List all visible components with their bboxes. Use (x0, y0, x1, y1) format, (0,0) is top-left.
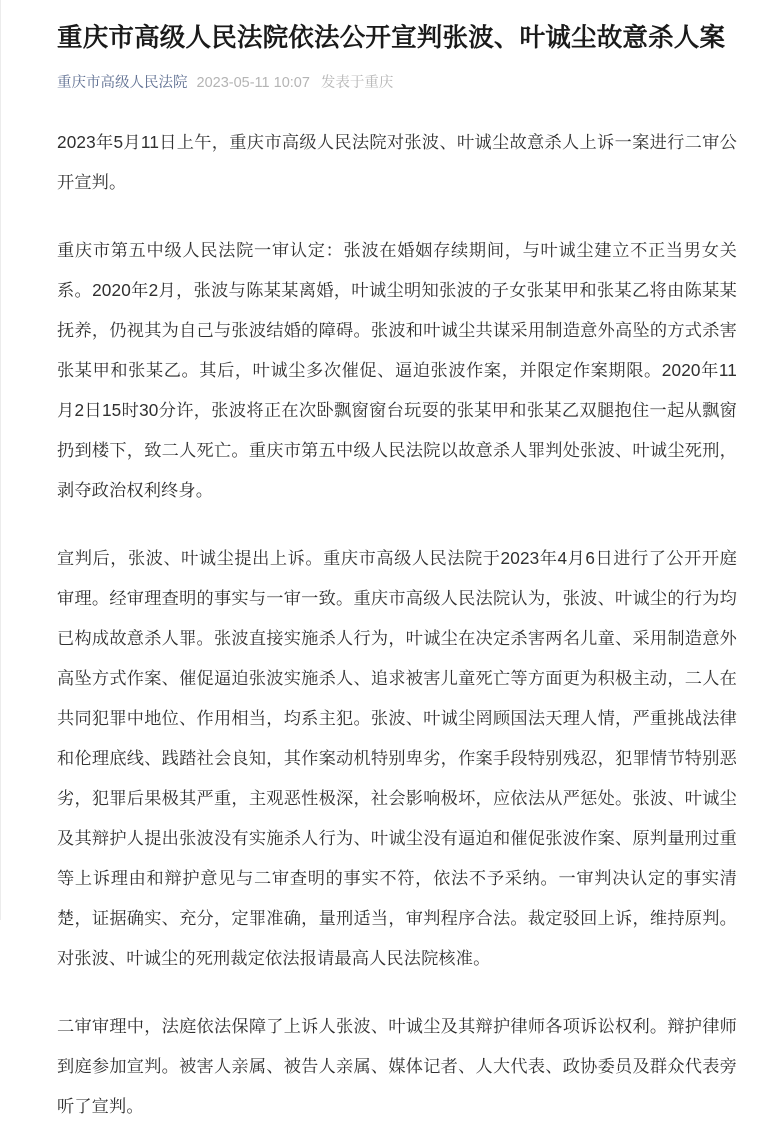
article-paragraph: 宣判后，张波、叶诚尘提出上诉。重庆市高级人民法院于2023年4月6日进行了公开开庭审理。经审理查明的事实与一审一致。重庆市高级人民法院认为，张波、叶诚尘的行为均已构成故意杀人罪。张波直接实施杀人行为，叶诚尘在决定杀害两名儿童、采用制造意外高坠方式作案、催促逼迫张波实施杀人、追求被害儿童死亡等方面更为积极主动，二人在共同犯罪中地位、作用相当，均系主犯。张波、叶诚尘罔顾国法天理人情，严重挑战法律和伦理底线、践踏社会良知，其作案动机特别卑劣，作案手段特别残忍，犯罪情节特别恶劣，犯罪后果极其严重，主观恶性极深，社会影响极坏，应依法从严惩处。张波、叶诚尘及其辩护人提出张波没有实施杀人行为、叶诚尘没有逼迫和催促张波作案、原判量刑过重等上诉理由和辩护意见与二审查明的事实不符，依法不予采纳。一审判决认定的事实清楚，证据确实、充分，定罪准确，量刑适当，审判程序合法。裁定驳回上诉，维持原判。对张波、叶诚尘的死刑裁定依法报请最高人民法院核准。 (57, 548, 737, 968)
page-left-edge-divider (0, 0, 1, 920)
article-timestamp: 2023-05-11 10:07 (196, 75, 310, 91)
article-location: 发表于重庆 (320, 75, 394, 91)
article-paragraph: 重庆市第五中级人民法院一审认定：张波在婚姻存续期间，与叶诚尘建立不正当男女关系。2020年2月，张波与陈某某离婚，叶诚尘明知张波的子女张某甲和张某乙将由陈某某抚养，仍视其为自己与张波结婚的障碍。张波和叶诚尘共谋采用制造意外高坠的方式杀害张某甲和张某乙。其后，叶诚尘多次催促、逼迫张波作案，并限定作案期限。2020年11月2日15时30分许，张波将正在次卧飘窗窗台玩耍的张某甲和张某乙双腿抱住一起从飘窗扔到楼下，致二人死亡。重庆市第五中级人民法院以故意杀人罪判处张波、叶诚尘死刑，剥夺政治权利终身。 (57, 240, 737, 500)
article-body (57, 122, 737, 1126)
article-paragraph: 二审审理中，法庭依法保障了上诉人张波、叶诚尘及其辩护律师各项诉讼权利。辩护律师到庭参加宣判。被害人亲属、被告人亲属、媒体记者、人大代表、政协委员及群众代表旁听了宣判。 (57, 1016, 737, 1116)
article-meta (57, 73, 737, 93)
article-paragraph: 2023年5月11日上午，重庆市高级人民法院对张波、叶诚尘故意杀人上诉一案进行二审公开宣判。 (57, 132, 737, 192)
article-source[interactable]: 重庆市高级人民法院 (57, 75, 188, 91)
article-container (57, 0, 737, 1126)
page-title: 重庆市高级人民法院依法公开宣判张波、叶诚尘故意杀人案 (57, 24, 726, 52)
